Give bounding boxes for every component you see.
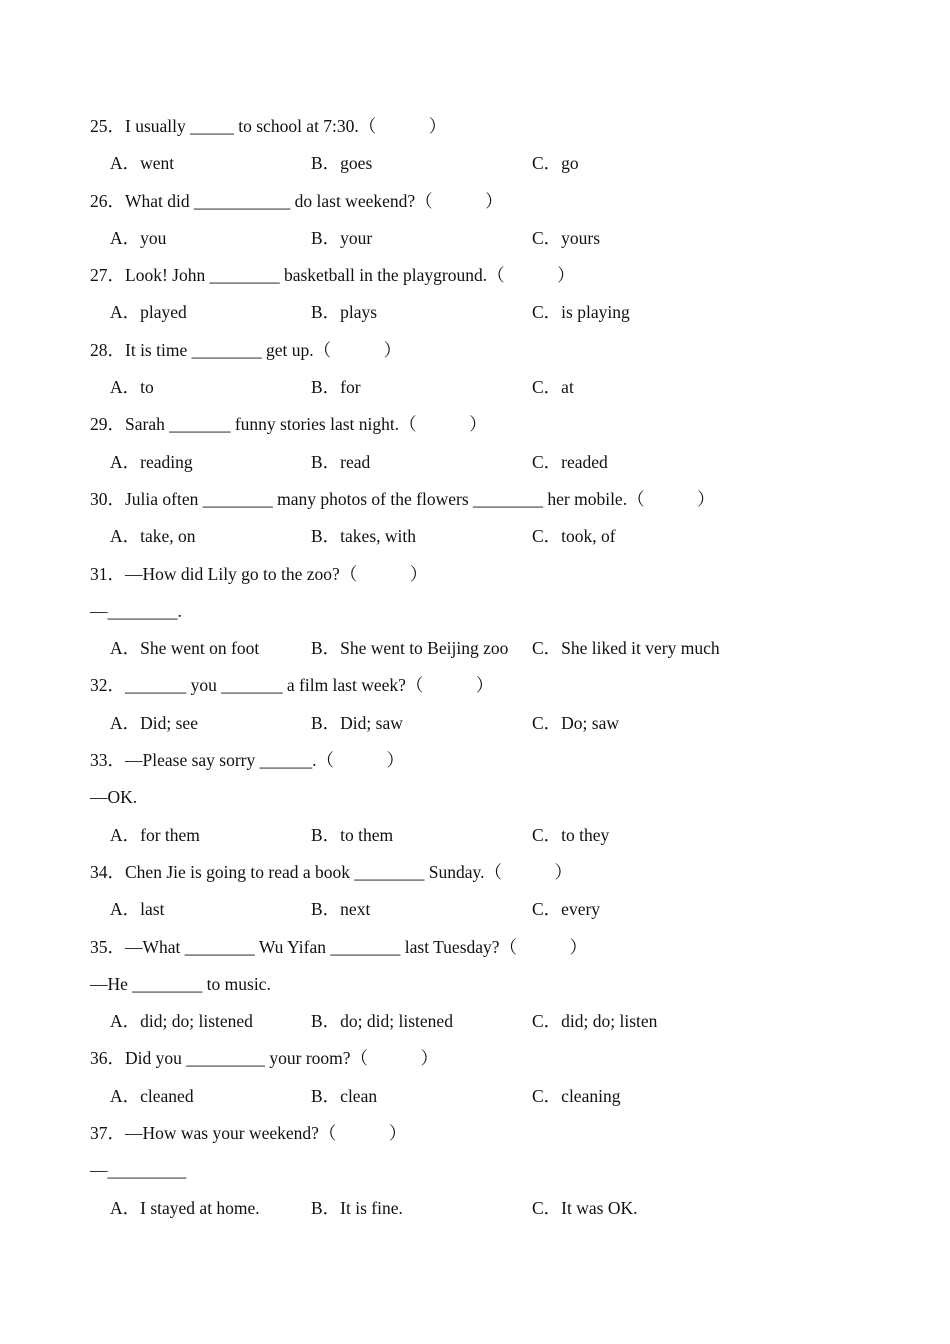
answer-options	[0, 891, 950, 928]
option-b[interactable]: B．takes, with	[311, 526, 416, 547]
option-b[interactable]: B．next	[311, 899, 371, 920]
question-stem: 30．Julia often ________ many photos of the flowers ________ her mobile.（ ）	[90, 488, 715, 509]
question-stem: 29．Sarah _______ funny stories last night.（ ）	[90, 414, 487, 435]
option-a[interactable]: A．did; do; listened	[110, 1011, 253, 1032]
answer-options	[0, 817, 950, 854]
answer-options	[0, 294, 950, 331]
option-b[interactable]: B．your	[311, 227, 373, 248]
answer-options	[0, 1003, 950, 1040]
option-b[interactable]: B．clean	[311, 1085, 378, 1106]
answer-options	[0, 220, 950, 257]
option-b[interactable]: B．read	[311, 451, 371, 472]
option-a[interactable]: A．you	[110, 227, 167, 248]
option-a[interactable]: A．Did; see	[110, 712, 198, 733]
answer-options	[0, 1078, 950, 1115]
option-c[interactable]: C．It was OK.	[532, 1197, 638, 1218]
option-c[interactable]: C．every	[532, 899, 601, 920]
option-a[interactable]: A．went	[110, 153, 175, 174]
option-c[interactable]: C．Do; saw	[532, 712, 620, 733]
option-b[interactable]: B．plays	[311, 302, 378, 323]
option-b[interactable]: B．do; did; listened	[311, 1011, 453, 1032]
answer-options	[0, 630, 950, 667]
option-c[interactable]: C．at	[532, 377, 574, 398]
answer-options	[0, 145, 950, 182]
answer-options	[0, 518, 950, 555]
option-c[interactable]: C．took, of	[532, 526, 616, 547]
question-stem: 25．I usually _____ to school at 7:30.（ ）	[90, 116, 447, 136]
option-c[interactable]: C．cleaning	[532, 1085, 621, 1106]
option-a[interactable]: A．last	[110, 899, 165, 920]
option-b[interactable]: B．goes	[311, 153, 373, 174]
option-a[interactable]: A．to	[110, 377, 154, 398]
option-a[interactable]: A．I stayed at home.	[110, 1197, 260, 1218]
option-a[interactable]: A．She went on foot	[110, 638, 260, 659]
option-b[interactable]: B．She went to Beijing zoo	[311, 638, 509, 659]
answer-options	[0, 705, 950, 742]
option-c[interactable]: C．go	[532, 153, 579, 174]
question-dialogue-reply: —_________	[90, 1160, 187, 1181]
question-dialogue-reply: —OK.	[90, 787, 138, 808]
question-stem: 31．—How did Lily go to the zoo?（ ）	[90, 563, 428, 584]
answer-options	[0, 1190, 950, 1227]
option-c[interactable]: C．did; do; listen	[532, 1011, 658, 1032]
question-stem: 27．Look! John ________ basketball in the playground.（ ）	[90, 265, 575, 286]
option-b[interactable]: B．It is fine.	[311, 1197, 403, 1218]
option-c[interactable]: C．is playing	[532, 302, 630, 323]
question-stem: 33．—Please say sorry ______.（ ）	[90, 750, 404, 771]
question-stem: 34．Chen Jie is going to read a book ________ Sunday.（ ）	[90, 861, 573, 882]
option-c[interactable]: C．to they	[532, 824, 610, 845]
question-dialogue-reply: —He ________ to music.	[90, 973, 271, 994]
question-dialogue-reply: —________.	[90, 600, 182, 621]
option-a[interactable]: A．cleaned	[110, 1085, 194, 1106]
option-b[interactable]: B．for	[311, 377, 361, 398]
question-stem: 32．_______ you _______ a film last week?（ ）	[90, 675, 494, 696]
answer-options	[0, 369, 950, 406]
option-a[interactable]: A．reading	[110, 451, 193, 472]
option-c[interactable]: C．yours	[532, 227, 601, 248]
option-c[interactable]: C．She liked it very much	[532, 638, 720, 659]
option-b[interactable]: B．Did; saw	[311, 712, 403, 733]
option-a[interactable]: A．played	[110, 302, 187, 323]
exam-page	[0, 108, 950, 1227]
option-b[interactable]: B．to them	[311, 824, 394, 845]
question-stem: 26．What did ___________ do last weekend?（ ）	[90, 190, 503, 211]
option-c[interactable]: C．readed	[532, 451, 608, 472]
question-stem: 35．—What ________ Wu Yifan ________ last Tuesday?（ ）	[90, 936, 588, 957]
option-a[interactable]: A．for them	[110, 824, 200, 845]
question-stem: 36．Did you _________ your room?（ ）	[90, 1048, 439, 1069]
question-stem: 37．—How was your weekend?（ ）	[90, 1123, 407, 1144]
option-a[interactable]: A．take, on	[110, 526, 196, 547]
question-stem: 28．It is time ________ get up.（ ）	[90, 339, 402, 360]
answer-options	[0, 444, 950, 481]
